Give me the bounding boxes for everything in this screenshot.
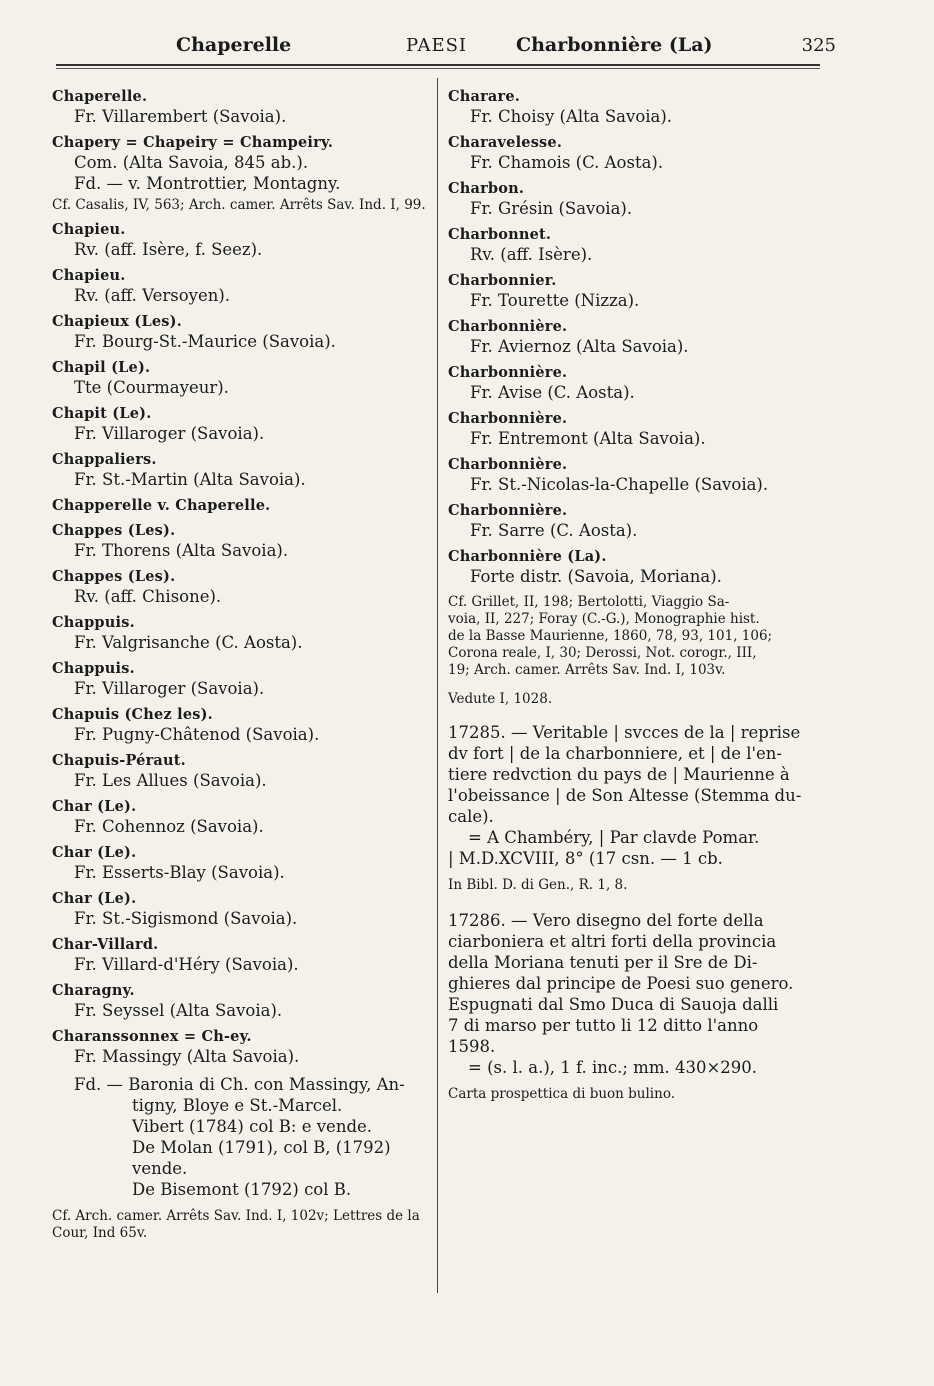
entry-headword: Charbon. xyxy=(448,180,525,197)
entry-line: Fr. Massingy (Alta Savoia). xyxy=(74,1047,300,1066)
entry-headword: Chappes (Les). xyxy=(52,568,176,585)
gazetteer-entry xyxy=(52,614,432,653)
entry-headword: Charbonnière. xyxy=(448,318,568,335)
entry-headword: Char (Le). xyxy=(52,844,137,861)
gazetteer-entry xyxy=(52,267,432,306)
gazetteer-entry xyxy=(52,405,432,444)
item-line: Espugnati dal Smo Duca di Sauoja dalli xyxy=(448,995,779,1014)
entry-headword: Chapit (Le). xyxy=(52,405,152,422)
entry-line: Fr. Seyssel (Alta Savoia). xyxy=(74,1001,283,1020)
entry-line: Fd. — v. Montrottier, Montagny. xyxy=(74,174,341,193)
item-description: Carta prospettica di buon bulino. xyxy=(448,1086,675,1102)
gazetteer-entry xyxy=(52,844,432,883)
reference-note-line: Cf. Grillet, II, 198; Bertolotti, Viaggio Sa- xyxy=(448,594,730,610)
entry-headword: Chapuis-Péraut. xyxy=(52,752,186,769)
fd-line: Vibert (1784) col B: e vende. xyxy=(132,1117,373,1136)
reference-note: Cf. Arch. camer. Arrêts Sav. Ind. I, 102v; Lettres de la Cour, Ind 65v. xyxy=(52,1208,420,1241)
gazetteer-entry xyxy=(52,752,432,791)
reference-note-line: Corona reale, I, 30; Derossi, Not. corogr., III, xyxy=(448,645,757,661)
gazetteer-entry xyxy=(448,272,828,311)
entry-headword: Chapuis (Chez les). xyxy=(52,706,213,723)
page-number: 325 xyxy=(801,35,836,56)
item-line: 7 di marso per tutto li 12 ditto l'anno xyxy=(448,1016,759,1035)
gazetteer-entry xyxy=(448,180,828,219)
entry-line: Fr. Sarre (C. Aosta). xyxy=(470,521,638,540)
gazetteer-entry xyxy=(52,660,432,699)
gazetteer-entry xyxy=(52,134,432,214)
item-line: 17285. — Veritable | svcces de la | reprise xyxy=(448,723,801,742)
reference-note-line: 19; Arch. camer. Arrêts Sav. Ind. I, 103v. xyxy=(448,662,726,678)
gazetteer-entry xyxy=(448,502,828,541)
item-line: dv fort | de la charbonniere, et | de l'en- xyxy=(448,744,782,763)
item-imprint: = (s. l. a.), 1 f. inc.; mm. 430×290. xyxy=(468,1058,758,1077)
item-location: In Bibl. D. di Gen., R. 1, 8. xyxy=(448,877,628,893)
reference-note-line: voia, II, 227; Foray (C.-G.), Monographie hist. xyxy=(448,611,760,627)
entry-headword: Chapieu. xyxy=(52,221,126,238)
entry-headword: Charbonnière. xyxy=(448,410,568,427)
entry-headword: Chapieu. xyxy=(52,267,126,284)
entry-line: Rv. (aff. Isère). xyxy=(470,245,593,264)
entry-headword: Charbonnière (La). xyxy=(448,548,607,565)
left-tail xyxy=(52,1074,432,1242)
running-header xyxy=(56,30,836,64)
entry-line: Fr. Villard-d'Héry (Savoia). xyxy=(74,955,299,974)
left-column xyxy=(52,88,432,1242)
item-line: l'obeissance | de Son Altesse (Stemma du- xyxy=(448,786,802,805)
gazetteer-entry xyxy=(52,890,432,929)
gazetteer-entry xyxy=(52,451,432,490)
gazetteer-entry xyxy=(448,88,828,127)
entry-headword: Charbonnière. xyxy=(448,364,568,381)
entry-headword: Charbonnet. xyxy=(448,226,552,243)
entry-headword: Charagny. xyxy=(52,982,135,999)
entry-headword: Chapil (Le). xyxy=(52,359,151,376)
entry-line: Com. (Alta Savoia, 845 ab.). xyxy=(74,153,309,172)
gazetteer-entry xyxy=(448,548,828,587)
fd-line: tigny, Bloye e St.-Marcel. xyxy=(132,1096,343,1115)
item-17286 xyxy=(448,910,828,1103)
entry-line: Fr. Tourette (Nizza). xyxy=(470,291,640,310)
entry-note: Cf. Casalis, IV, 563; Arch. camer. Arrêts Sav. Ind. I, 99. xyxy=(52,197,426,213)
entry-line: Fr. Esserts-Blay (Savoia). xyxy=(74,863,285,882)
entry-line: Rv. (aff. Chisone). xyxy=(74,587,222,606)
gazetteer-entry xyxy=(52,936,432,975)
gazetteer-entry xyxy=(52,221,432,260)
entry-headword: Chapperelle v. Chaperelle. xyxy=(52,497,271,514)
entry-headword: Char (Le). xyxy=(52,890,137,907)
gazetteer-entry xyxy=(52,568,432,607)
entry-line: Fr. St.-Martin (Alta Savoia). xyxy=(74,470,306,489)
entry-headword: Charbonnière. xyxy=(448,456,568,473)
fd-line: De Bisemont (1792) col B. xyxy=(132,1180,352,1199)
entry-line: Fr. Les Allues (Savoia). xyxy=(74,771,267,790)
column-divider xyxy=(437,78,438,1293)
gazetteer-entry xyxy=(448,318,828,357)
entry-line: Fr. Bourg-St.-Maurice (Savoia). xyxy=(74,332,336,351)
header-rule xyxy=(56,64,820,66)
entry-headword: Char (Le). xyxy=(52,798,137,815)
entry-headword: Charanssonnex = Ch-ey. xyxy=(52,1028,252,1045)
entry-headword: Chapieux (Les). xyxy=(52,313,182,330)
gazetteer-entry xyxy=(52,982,432,1021)
right-entries xyxy=(448,88,828,587)
entry-headword: Chappaliers. xyxy=(52,451,157,468)
entry-line: Fr. Thorens (Alta Savoia). xyxy=(74,541,289,560)
entry-line: Fr. Entremont (Alta Savoia). xyxy=(470,429,706,448)
item-imprint: = A Chambéry, | Par clavde Pomar. xyxy=(468,828,760,847)
header-left-term: Chaperelle xyxy=(176,34,292,56)
gazetteer-entry xyxy=(52,313,432,352)
gazetteer-entry xyxy=(52,497,432,515)
item-line: 1598. xyxy=(448,1037,496,1056)
gazetteer-entry xyxy=(52,798,432,837)
entry-headword: Chaperelle. xyxy=(52,88,148,105)
header-section: PAESI xyxy=(406,35,468,56)
entry-line: Fr. Villarembert (Savoia). xyxy=(74,107,287,126)
entry-line: Fr. Cohennoz (Savoia). xyxy=(74,817,264,836)
entry-line: Fr. Aviernoz (Alta Savoia). xyxy=(470,337,689,356)
item-line: ghieres dal principe de Poesi suo genero. xyxy=(448,974,794,993)
left-entries xyxy=(52,88,432,1067)
gazetteer-entry xyxy=(448,410,828,449)
entry-headword: Chappuis. xyxy=(52,660,135,677)
header-right-term: Charbonnière (La) xyxy=(516,34,713,56)
gazetteer-entry xyxy=(52,88,432,127)
entry-headword: Char-Villard. xyxy=(52,936,159,953)
entry-line: Rv. (aff. Versoyen). xyxy=(74,286,231,305)
fd-line: Fd. — Baronia di Ch. con Massingy, An- xyxy=(74,1075,405,1094)
item-line: della Moriana tenuti per il Sre de Di- xyxy=(448,953,758,972)
vedute-note: Vedute I, 1028. xyxy=(448,691,553,707)
entry-headword: Charavelesse. xyxy=(448,134,563,151)
entry-line: Fr. Villaroger (Savoia). xyxy=(74,424,265,443)
header-rule-thin xyxy=(56,68,820,69)
entry-headword: Chappes (Les). xyxy=(52,522,176,539)
entry-line: Fr. Villaroger (Savoia). xyxy=(74,679,265,698)
gazetteer-entry xyxy=(448,226,828,265)
entry-line: Fr. Grésin (Savoia). xyxy=(470,199,633,218)
item-17285 xyxy=(448,722,828,894)
entry-line: Fr. Valgrisanche (C. Aosta). xyxy=(74,633,303,652)
entry-headword: Charbonnier. xyxy=(448,272,557,289)
entry-headword: Charbonnière. xyxy=(448,502,568,519)
entry-line: Fr. Choisy (Alta Savoia). xyxy=(470,107,673,126)
gazetteer-entry xyxy=(52,706,432,745)
gazetteer-entry xyxy=(448,456,828,495)
item-line: 17286. — Vero disegno del forte della xyxy=(448,911,764,930)
gazetteer-entry xyxy=(448,134,828,173)
fd-line: De Molan (1791), col B, (1792) xyxy=(132,1138,391,1157)
entry-headword: Chapery = Chapeiry = Champeiry. xyxy=(52,134,334,151)
gazetteer-entry xyxy=(52,522,432,561)
entry-line: Fr. Chamois (C. Aosta). xyxy=(470,153,664,172)
gazetteer-entry xyxy=(448,364,828,403)
right-column xyxy=(448,88,828,1103)
gazetteer-entry xyxy=(52,359,432,398)
gazetteer-entry xyxy=(52,1028,432,1067)
item-imprint: | M.D.XCVIII, 8° (17 csn. — 1 cb. xyxy=(448,849,723,868)
entry-line: Rv. (aff. Isère, f. Seez). xyxy=(74,240,263,259)
entry-headword: Chappuis. xyxy=(52,614,135,631)
entry-line: Tte (Courmayeur). xyxy=(74,378,229,397)
entry-line: Forte distr. (Savoia, Moriana). xyxy=(470,567,722,586)
item-line: ciarboniera et altri forti della provincia xyxy=(448,932,777,951)
item-line: tiere redvction du pays de | Maurienne à xyxy=(448,765,790,784)
entry-line: Fr. Avise (C. Aosta). xyxy=(470,383,635,402)
entry-headword: Charare. xyxy=(448,88,521,105)
item-line: cale). xyxy=(448,807,494,826)
fd-line: vende. xyxy=(132,1159,188,1178)
entry-line: Fr. St.-Nicolas-la-Chapelle (Savoia). xyxy=(470,475,769,494)
reference-note-line: de la Basse Maurienne, 1860, 78, 93, 101, 106; xyxy=(448,628,773,644)
right-tail xyxy=(448,594,828,1103)
entry-line: Fr. St.-Sigismond (Savoia). xyxy=(74,909,298,928)
entry-line: Fr. Pugny-Châtenod (Savoia). xyxy=(74,725,320,744)
